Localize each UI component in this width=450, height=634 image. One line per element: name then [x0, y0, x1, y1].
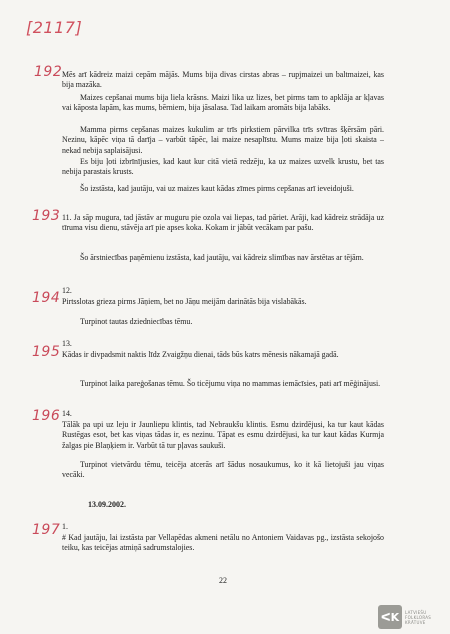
record-date: 13.09.2002.	[88, 500, 126, 509]
archive-logo	[378, 602, 450, 632]
paragraph: Kādas ir divpadsmit naktis līdz Zvaigžņu dienai, tāds būs katrs mēnesis nākamajā gadā.	[62, 350, 339, 359]
paragraph: Maizes cepšanai mums bija liela krāsns. Maizi lika uz lizes, bet pirms tam to apklāja ar kļavas vai kāposta lapām, kas mums, bērniem, bija jāsalasa. Tad laikam aromāts bija labāks.	[62, 93, 384, 113]
paragraph: Turpinot vietvārdu tēmu, teicēja atcerās arī šādus nosaukumus, ko it kā lietojuši jau viņas vecāki.	[62, 460, 384, 480]
margin-number: 194	[32, 290, 61, 306]
paragraph: Es biju ļoti izbrīnījusies, kad kaut kur citā vietā redzēju, ka uz maizes uzvelk krustu, bet tas nebija parastais krusts.	[62, 157, 384, 177]
paragraph: Šo ārstniecības paņēmienu izstāsta, kad jautāju, vai kādreiz slimības nav ārstētas ar tējām.	[80, 253, 364, 262]
margin-number: 193	[32, 208, 61, 224]
paragraph: Šo izstāsta, kad jautāju, vai uz maizes kaut kādas zīmes pirms cepšanas arī ieveidojuši.	[80, 184, 354, 193]
margin-number: 197	[32, 522, 61, 538]
archive-logo-text: LATVIEŠU FOLKLORAS KRĀTUVE	[405, 609, 432, 625]
margin-number: 195	[32, 344, 61, 360]
paragraph: # Kad jautāju, lai izstāsta par Vellapēdas akmeni netālu no Antoniem Vaidavas pg., izstāsta sekojošo teiku, kas teicējas atmiņā sadrumstalojies.	[62, 533, 384, 553]
paragraph: Turpinot tautas dziedniecības tēmu.	[80, 317, 193, 326]
item-number: 12.	[62, 286, 72, 295]
paragraph: 11. Ja sāp mugura, tad jāstāv ar muguru pie ozola vai liepas, tad pāriet. Arāji, kad kādreiz strādāja uz tīruma visu dienu, stāvēja arī pie apses koka. Kokam ir jābūt vecākam par pašu.	[62, 213, 384, 233]
item-number: 14.	[62, 409, 72, 418]
item-number: 1.	[62, 522, 68, 531]
archive-number: [2117]	[26, 18, 83, 37]
page-number: 22	[219, 576, 227, 585]
paragraph: Tālāk pa upi uz leju ir Jaunliepu klintis, tad Nebraukšu klintis. Esmu dzirdējusi, ka tur kaut kādas Rustēgas esot, bet kas viņas tādas ir, es nezinu. Tāpat es esmu dzirdējusi, ka tur kaut kādas Kurmja žalgas pie Blaņķiem ir. Varbūt tā tur pļavas saukuši.	[62, 420, 384, 450]
archive-logo-icon: ᐸK	[378, 605, 402, 629]
paragraph: Mēs arī kādreiz maizi cepām mājās. Mums bija divas cirstas abras – rupjmaizei un baltmaizei, kas bija mazāka.	[62, 70, 384, 90]
item-number: 13.	[62, 339, 72, 348]
paragraph: Mamma pirms cepšanas maizes kukulim ar trīs pirkstiem pārvilka trīs svītras šķērsām pāri. Nezinu, kāpēc viņa tā darīja – varbūt tāpēc, lai maize nesaplīstu. Mums maize bija ļoti skaista – nekad nebija saplaisājusi.	[62, 125, 384, 155]
paragraph: Turpinot laika pareģošanas tēmu. Šo ticējumu viņa no mammas iemācīsies, pati arī mēģinājusi.	[80, 379, 381, 388]
paragraph: Pirtsslotas grieza pirms Jāņiem, bet no Jāņu meijām darinātās bija vislabākās.	[62, 297, 307, 306]
margin-number: 196	[32, 408, 61, 424]
margin-number: 192	[34, 64, 63, 80]
